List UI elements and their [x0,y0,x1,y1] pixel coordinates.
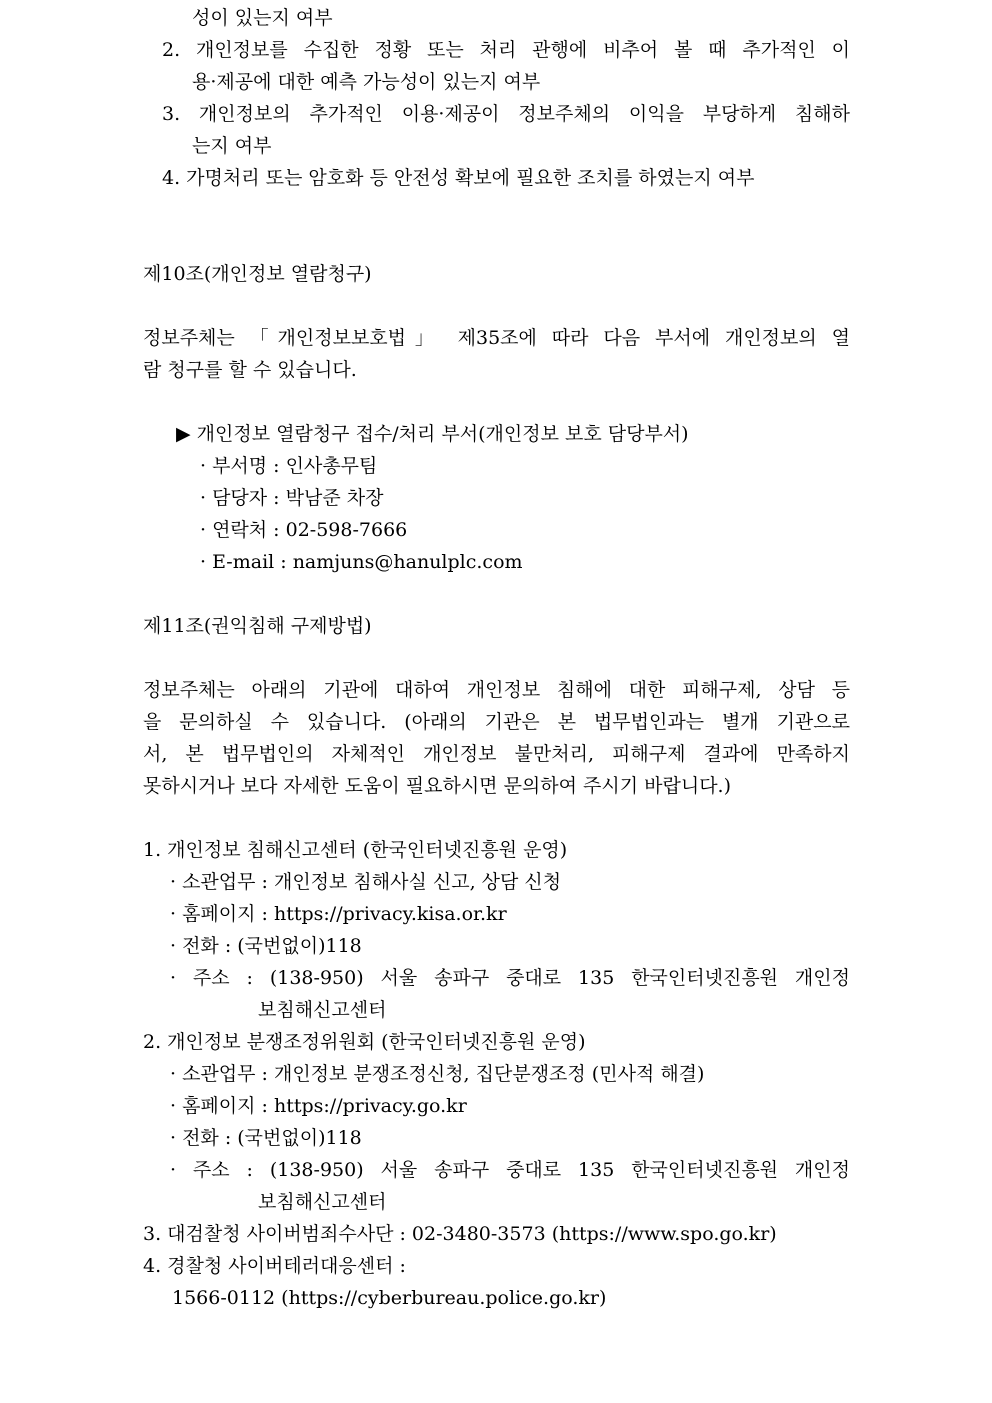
org-1-homepage: · 홈페이지 : https://privacy.kisa.or.kr [170,903,507,925]
org-2-phone: · 전화 : (국번없이)118 [170,1127,362,1149]
article-11-paragraph-4: 못하시거나 보다 자세한 도움이 필요하시면 문의하여 주시기 바랍니다.) [143,775,731,797]
list-item-continuation: 성이 있는지 여부 [192,7,333,29]
org-1-address-cont: 보침해신고센터 [258,999,387,1021]
article-11-paragraph-3: 서, 본 법무법인의 자체적인 개인정보 불만처리, 피해구제 결과에 만족하지 [143,743,850,765]
org-4-title: 4. 경찰청 사이버테러대응센터 : [143,1255,406,1277]
org-1-title: 1. 개인정보 침해신고센터 (한국인터넷진흥원 운영) [143,839,568,861]
org-3-line: 3. 대검찰청 사이버범죄수사단 : 02-3480-3573 (https://www.spo.go.kr) [143,1223,777,1245]
org-2-address-cont: 보침해신고센터 [258,1191,387,1213]
org-2-address: · 주소 : (138-950) 서울 송파구 중대로 135 한국인터넷진흥원 개인정 [170,1159,850,1181]
article-10-paragraph-cont: 람 청구를 할 수 있습니다. [143,359,357,381]
list-item-3: 3. 개인정보의 추가적인 이용·제공이 정보주체의 이익을 부당하게 침해하 [162,103,850,125]
dept-name: · 부서명 : 인사총무팀 [200,455,378,477]
org-1-phone: · 전화 : (국번없이)118 [170,935,362,957]
list-item-3-cont: 는지 여부 [192,135,272,157]
article-10-paragraph: 정보주체는 「개인정보보호법」 제35조에 따라 다음 부서에 개인정보의 열 [143,327,850,349]
org-2-title: 2. 개인정보 분쟁조정위원회 (한국인터넷진흥원 운영) [143,1031,586,1053]
article-10-heading: 제10조(개인정보 열람청구) [143,263,372,285]
dept-title: ▶ 개인정보 열람청구 접수/처리 부서(개인정보 보호 담당부서) [176,423,689,445]
dept-manager: · 담당자 : 박남준 차장 [200,487,384,509]
org-1-address: · 주소 : (138-950) 서울 송파구 중대로 135 한국인터넷진흥원 개인정 [170,967,850,989]
dept-email: · E-mail : namjuns@hanulplc.com [200,551,523,573]
list-item-2-cont: 용·제공에 대한 예측 가능성이 있는지 여부 [192,71,541,93]
article-11-paragraph-1: 정보주체는 아래의 기관에 대하여 개인정보 침해에 대한 피해구제, 상담 등 [143,679,850,701]
dept-phone: · 연락처 : 02-598-7666 [200,519,408,541]
org-4-contact: 1566-0112 (https://cyberbureau.police.go.kr) [172,1287,607,1309]
org-2-homepage: · 홈페이지 : https://privacy.go.kr [170,1095,467,1117]
article-11-heading: 제11조(권익침해 구제방법) [143,615,372,637]
list-item-4: 4. 가명처리 또는 암호화 등 안전성 확보에 필요한 조치를 하였는지 여부 [162,167,755,189]
org-2-duty: · 소관업무 : 개인정보 분쟁조정신청, 집단분쟁조정 (민사적 해결) [170,1063,705,1085]
org-1-duty: · 소관업무 : 개인정보 침해사실 신고, 상담 신청 [170,871,562,893]
article-11-paragraph-2: 을 문의하실 수 있습니다. (아래의 기관은 본 법무법인과는 별개 기관으로 [143,711,850,733]
list-item-2: 2. 개인정보를 수집한 정황 또는 처리 관행에 비추어 볼 때 추가적인 이 [162,39,850,61]
